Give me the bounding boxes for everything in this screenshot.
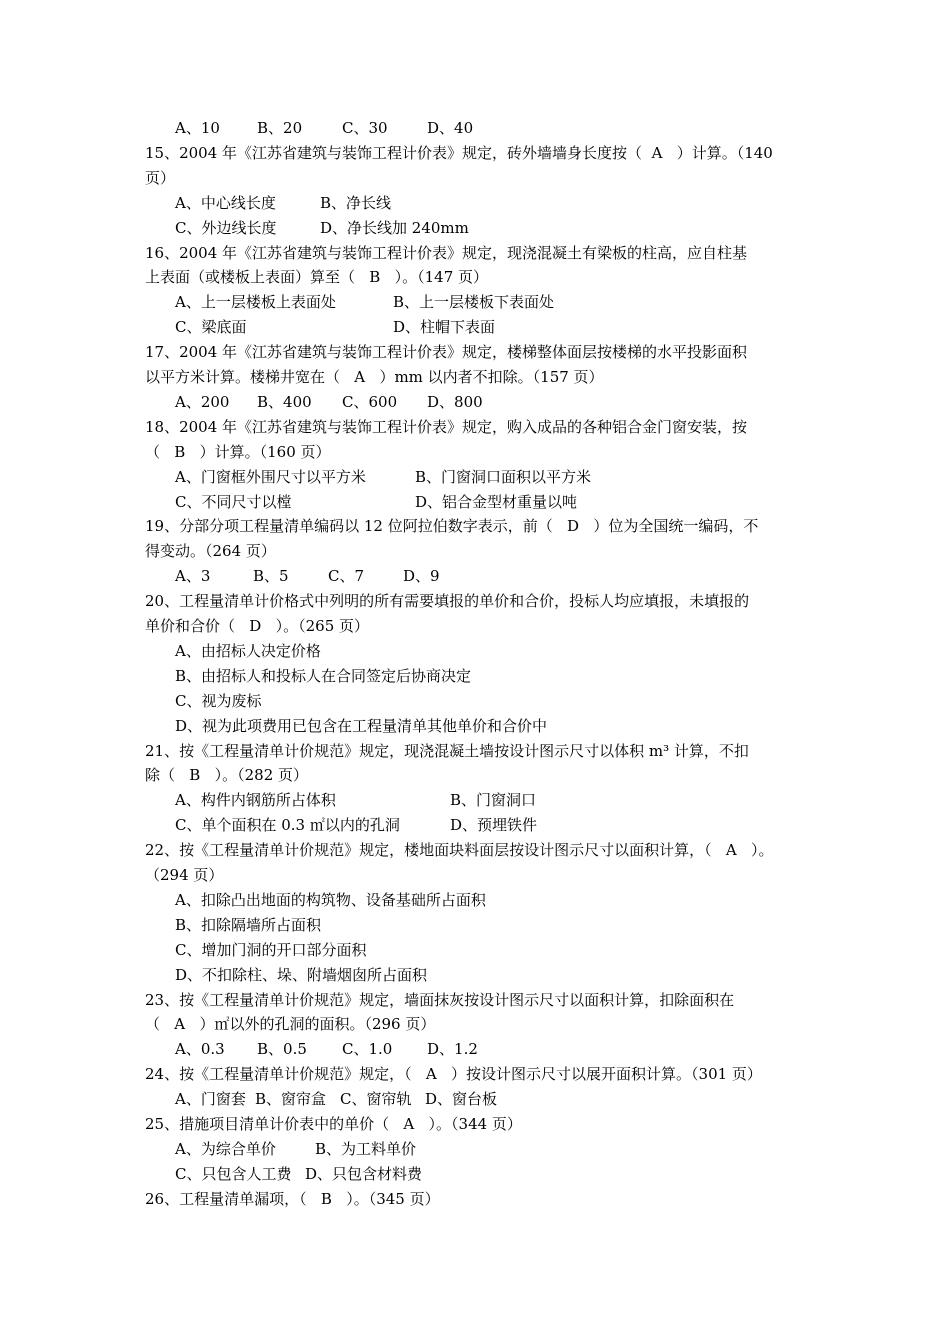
question-line: 16、2004 年《江苏省建筑与装饰工程计价表》规定，现浇混凝土有梁板的柱高，应自柱基 xyxy=(145,243,748,262)
option-choice: C、梁底面 xyxy=(175,318,247,337)
option-choice: D、800 xyxy=(427,392,483,411)
option-choice: D、只包含材料费 xyxy=(305,1164,423,1183)
option-choice: A、门窗套 xyxy=(175,1090,246,1109)
option-choice: B、净长线 xyxy=(320,193,392,212)
question-line: 25、措施项目清单计价表中的单价（ A ）。（344 页） xyxy=(145,1115,522,1133)
option-choice: B、由招标人和投标人在合同签定后协商决定 xyxy=(175,666,472,685)
question-line: 24、按《工程量清单计价规范》规定，（ A ）按设计图示尺寸以展开面积计算。（301 页） xyxy=(145,1065,762,1084)
option-choice: D、40 xyxy=(427,119,474,137)
question-line: 18、2004 年《江苏省建筑与装饰工程计价表》规定，购入成品的各种铝合金门窗安装，按 xyxy=(145,417,748,436)
question-line: 21、按《工程量清单计价规范》规定，现浇混凝土墙按设计图示尺寸以体积 m³ 计算，不扣 xyxy=(145,741,749,760)
option-choice: D、不扣除柱、垛、附墙烟囱所占面积 xyxy=(175,965,428,984)
option-choice: C、30 xyxy=(342,119,388,137)
option-choice: D、9 xyxy=(403,567,440,586)
question-line: 除（ B ）。（282 页） xyxy=(145,766,309,785)
question-line: 以平方米计算。楼梯井宽在（ A ）mm 以内者不扣除。（157 页） xyxy=(145,368,604,386)
option-choice: C、600 xyxy=(342,392,398,411)
question-line: 17、2004 年《江苏省建筑与装饰工程计价表》规定，楼梯整体面层按楼梯的水平投影面积 xyxy=(145,343,748,362)
option-choice: B、0.5 xyxy=(257,1040,307,1059)
question-line: 26、工程量清单漏项，（ B ）。（345 页） xyxy=(145,1189,440,1208)
option-choice: C、只包含人工费 xyxy=(175,1164,292,1183)
question-line: 页） xyxy=(145,168,176,187)
question-line: 23、按《工程量清单计价规范》规定，墙面抹灰按设计图示尺寸以面积计算，扣除面积在 xyxy=(145,990,735,1009)
option-choice: A、为综合单价 xyxy=(175,1139,276,1158)
question-line: （294 页） xyxy=(145,866,224,884)
question-line: （ A ）㎡以外的孔洞的面积。（296 页） xyxy=(145,1015,436,1034)
option-choice: D、净长线加 240mm xyxy=(320,218,469,237)
option-choice: C、1.0 xyxy=(342,1040,393,1059)
option-choice: A、扣除凸出地面的构筑物、设备基础所占面积 xyxy=(175,890,486,909)
question-line: 上表面（或楼板上表面）算至（ B ）。（147 页） xyxy=(145,268,489,287)
option-choice: A、10 xyxy=(175,119,220,137)
option-choice: D、柱帽下表面 xyxy=(393,318,496,337)
option-choice: D、预埋铁件 xyxy=(450,816,538,835)
option-choice: A、门窗框外围尺寸以平方米 xyxy=(175,467,366,486)
option-choice: B、为工料单价 xyxy=(315,1139,417,1158)
option-choice: A、上一层楼板上表面处 xyxy=(175,293,336,312)
option-choice: A、由招标人决定价格 xyxy=(175,641,321,660)
option-choice: B、扣除隔墙所占面积 xyxy=(175,915,322,934)
option-choice: B、5 xyxy=(253,567,289,586)
question-line: 19、分部分项工程量清单编码以 12 位阿拉伯数字表示，前（ D ）位为全国统一编码，不 xyxy=(145,517,759,536)
option-choice: C、外边线长度 xyxy=(175,218,277,237)
question-line: （ B ）计算。（160 页） xyxy=(145,442,331,461)
option-choice: B、20 xyxy=(257,119,303,137)
option-choice: B、门窗洞口面积以平方米 xyxy=(415,467,592,486)
option-choice: B、400 xyxy=(257,392,312,411)
option-choice: A、中心线长度 xyxy=(175,193,276,212)
question-line: 单价和合价（ D ）。（265 页） xyxy=(145,617,370,635)
option-choice: B、上一层楼板下表面处 xyxy=(393,293,555,312)
option-choice: C、视为废标 xyxy=(175,691,262,710)
option-choice: C、7 xyxy=(328,567,365,586)
question-line: 20、工程量清单计价格式中列明的所有需要填报的单价和合价，投标人均应填报，未填报的 xyxy=(145,592,750,611)
option-choice: A、200 xyxy=(175,392,230,411)
option-choice: A、3 xyxy=(175,567,211,586)
option-choice: A、构件内钢筋所占体积 xyxy=(175,791,336,810)
option-choice: B、门窗洞口 xyxy=(450,791,537,810)
option-choice: C、单个面积在 0.3 ㎡以内的孔洞 xyxy=(175,816,400,835)
question-line: 15、2004 年《江苏省建筑与装饰工程计价表》规定，砖外墙墙身长度按（ A ）计算。（140 xyxy=(145,143,773,162)
option-choice: C、不同尺寸以樘 xyxy=(175,492,292,511)
option-choice: A、0.3 xyxy=(175,1040,225,1059)
option-choice: C、窗帘轨 xyxy=(340,1090,412,1109)
option-choice: B、窗帘盒 xyxy=(255,1090,327,1109)
option-choice: D、1.2 xyxy=(427,1040,478,1059)
question-line: 得变动。（264 页） xyxy=(145,542,276,561)
option-choice: D、铝合金型材重量以吨 xyxy=(415,492,578,511)
option-choice: C、增加门洞的开口部分面积 xyxy=(175,940,367,959)
question-line: 22、按《工程量清单计价规范》规定，楼地面块料面层按设计图示尺寸以面积计算，（ A ）。 xyxy=(145,841,774,860)
option-choice: D、视为此项费用已包含在工程量清单其他单价和合价中 xyxy=(175,716,548,735)
option-choice: D、窗台板 xyxy=(425,1090,498,1109)
